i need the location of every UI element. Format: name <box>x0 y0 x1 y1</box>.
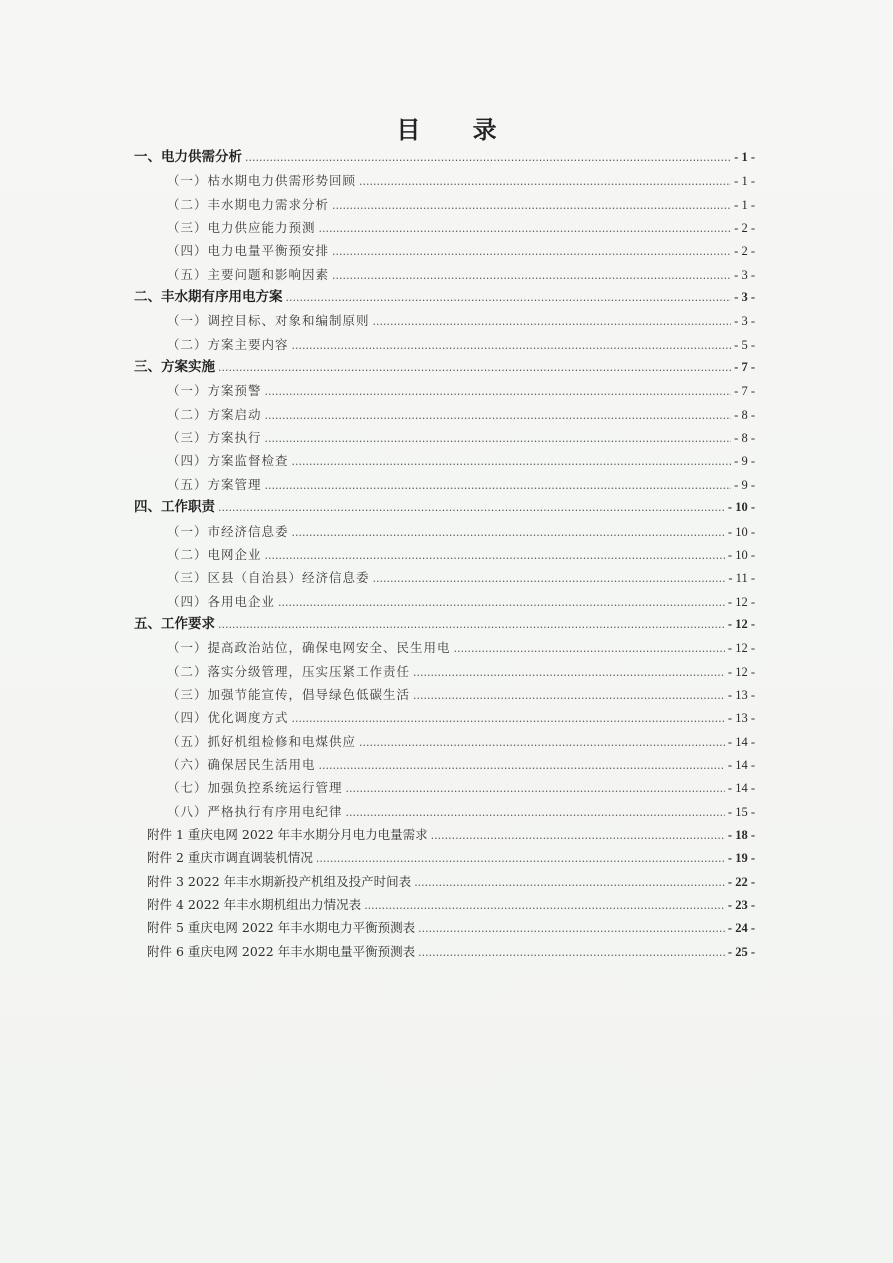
toc-dot-leader <box>359 731 725 754</box>
toc-entry-page-number: - 12 - <box>727 664 755 679</box>
toc-entry-label: 二、丰水期有序用电方案 <box>134 289 283 306</box>
toc-entry-label: 附件 6 重庆电网 2022 年丰水期电量平衡预测表 <box>147 943 416 959</box>
toc-entry-label: （五）抓好机组检修和电煤供应 <box>167 733 357 749</box>
toc-dot-leader <box>364 894 725 917</box>
toc-dot-leader <box>346 801 725 824</box>
toc-entry-page-number: - 12 - <box>727 616 755 631</box>
toc-entry-page-number: - 14 - <box>727 781 755 796</box>
toc-entry-label: 三、方案实施 <box>134 359 215 376</box>
toc-entry-label: （三）区县（自治县）经济信息委 <box>167 570 370 586</box>
toc-entry-page-number: - 9 - <box>734 477 755 492</box>
toc-entry[interactable] <box>0 916 893 939</box>
toc-entry-page-number: - 12 - <box>727 594 755 609</box>
toc-entry[interactable] <box>0 846 893 869</box>
toc-dot-leader <box>359 170 731 193</box>
toc-entry-page-number: - 15 - <box>727 804 755 819</box>
toc-entry-page-number: - 14 - <box>727 734 755 749</box>
toc-entry-label: （一）方案预警 <box>167 383 262 399</box>
toc-entry[interactable] <box>0 823 893 846</box>
toc-entry-label: 附件 1 重庆电网 2022 年丰水期分月电力电量需求 <box>147 826 428 842</box>
toc-dot-leader <box>346 777 725 800</box>
toc-entry[interactable] <box>0 636 893 659</box>
toc-entry-label: （一）提高政治站位，确保电网安全、民生用电 <box>167 640 451 656</box>
toc-entry[interactable] <box>0 520 893 543</box>
toc-entry-label: 附件 2 重庆市调直调装机情况 <box>147 850 313 866</box>
toc-entry[interactable] <box>0 239 893 262</box>
toc-entry[interactable] <box>0 800 893 823</box>
toc-dot-leader <box>413 661 725 684</box>
toc-entry[interactable] <box>0 660 893 683</box>
toc-entry-page-number: - 1 - <box>734 150 755 164</box>
toc-entry-page-number: - 14 - <box>727 757 755 772</box>
toc-entry-page-number: - 3 - <box>734 314 755 329</box>
toc-entry-label: （五）方案管理 <box>167 476 262 492</box>
toc-entry[interactable] <box>0 706 893 729</box>
toc-dot-leader <box>265 380 732 403</box>
toc-entry[interactable] <box>0 496 893 519</box>
toc-dot-leader <box>292 334 732 357</box>
toc-dot-leader <box>292 707 725 730</box>
toc-entry-label: 附件 4 2022 年丰水期机组出力情况表 <box>147 897 362 912</box>
toc-entry[interactable] <box>0 356 893 379</box>
toc-dot-leader <box>292 521 725 544</box>
toc-dot-leader <box>265 544 725 567</box>
toc-dot-leader <box>286 286 732 309</box>
toc-entry-page-number: - 3 - <box>734 267 755 282</box>
toc-dot-leader <box>319 754 725 777</box>
toc-entry[interactable] <box>0 753 893 776</box>
toc-entry-page-number: - 25 - <box>727 944 755 959</box>
toc-entry-page-number: - 11 - <box>728 571 755 586</box>
toc-dot-leader <box>418 917 725 940</box>
toc-entry-page-number: - 10 - <box>727 500 755 515</box>
toc-dot-leader <box>332 264 731 287</box>
toc-entry[interactable] <box>0 730 893 753</box>
toc-dot-leader <box>414 871 725 894</box>
toc-dot-leader <box>245 146 731 169</box>
toc-entry-label: （二）方案主要内容 <box>167 336 289 352</box>
toc-dot-leader <box>332 194 731 217</box>
toc-entry[interactable] <box>0 473 893 496</box>
toc-entry-label: （四）电力电量平衡预安排 <box>167 243 330 259</box>
toc-entry-page-number: - 9 - <box>734 454 755 469</box>
toc-entry-page-number: - 13 - <box>727 711 755 726</box>
toc-entry-label: （六）确保居民生活用电 <box>167 756 316 772</box>
toc-entry[interactable] <box>0 683 893 706</box>
toc-entry-page-number: - 7 - <box>734 384 755 399</box>
toc-entry-page-number: - 12 - <box>727 641 755 656</box>
toc-entry-label: （三）电力供应能力预测 <box>167 220 316 236</box>
toc-dot-leader <box>218 356 731 379</box>
toc-entry-label: （一）市经济信息委 <box>167 523 289 539</box>
toc-dot-leader <box>316 847 725 870</box>
toc-entry[interactable] <box>0 426 893 449</box>
toc-entry-label: （三）方案执行 <box>167 430 262 446</box>
toc-entry-label: 一、电力供需分析 <box>134 149 242 165</box>
toc-dot-leader <box>218 496 725 519</box>
toc-entry-label: （一）调控目标、对象和编制原则 <box>167 313 370 329</box>
toc-dot-leader <box>218 613 725 636</box>
toc-entry-label: （八）严格执行有序用电纪律 <box>167 803 343 819</box>
toc-entry-page-number: - 19 - <box>727 851 755 866</box>
toc-entry-page-number: - 2 - <box>734 221 755 236</box>
toc-title: 目 录 <box>396 115 519 144</box>
toc-entry[interactable] <box>0 870 893 893</box>
toc-entry-label: （三）加强节能宣传，倡导绿色低碳生活 <box>167 686 411 702</box>
toc-entry-label: （七）加强负控系统运行管理 <box>167 780 343 796</box>
toc-entry-page-number: - 18 - <box>727 827 755 842</box>
table-of-contents <box>0 146 893 963</box>
toc-entry-label: （四）方案监督检查 <box>167 453 289 469</box>
toc-entry[interactable] <box>0 193 893 216</box>
toc-entry-label: （四）各用电企业 <box>167 593 276 609</box>
toc-entry-label: 附件 3 2022 年丰水期新投产机组及投产时间表 <box>147 873 412 889</box>
toc-entry[interactable] <box>0 543 893 566</box>
toc-entry[interactable] <box>0 566 893 589</box>
toc-entry[interactable] <box>0 146 893 169</box>
toc-entry-page-number: - 24 - <box>727 921 755 936</box>
toc-entry-page-number: - 5 - <box>734 337 755 352</box>
toc-dot-leader <box>292 450 732 473</box>
toc-dot-leader <box>373 310 732 333</box>
toc-entry-page-number: - 1 - <box>734 197 755 212</box>
toc-entry[interactable] <box>0 286 893 309</box>
toc-entry[interactable] <box>0 333 893 356</box>
toc-entry-label: （二）落实分级管理，压实压紧工作责任 <box>167 663 411 679</box>
toc-entry-page-number: - 1 - <box>734 174 755 189</box>
toc-dot-leader <box>319 217 732 240</box>
toc-entry-page-number: - 10 - <box>727 524 755 539</box>
toc-dot-leader <box>265 404 732 427</box>
toc-entry-label: （五）主要问题和影响因素 <box>167 266 330 282</box>
toc-entry[interactable] <box>0 590 893 613</box>
toc-entry-page-number: - 7 - <box>734 360 755 375</box>
toc-entry[interactable] <box>0 309 893 332</box>
toc-entry-page-number: - 2 - <box>734 244 755 259</box>
toc-entry[interactable] <box>0 403 893 426</box>
toc-dot-leader <box>418 941 725 964</box>
toc-dot-leader <box>332 240 731 263</box>
toc-entry-label: 附件 5 重庆电网 2022 年丰水期电力平衡预测表 <box>147 920 416 936</box>
toc-entry[interactable] <box>0 263 893 286</box>
toc-entry-label: （一）枯水期电力供需形势回顾 <box>167 173 357 189</box>
toc-entry[interactable] <box>0 613 893 636</box>
toc-entry-page-number: - 8 - <box>734 407 755 422</box>
toc-entry-page-number: - 13 - <box>727 687 755 702</box>
toc-entry[interactable] <box>0 776 893 799</box>
toc-entry[interactable] <box>0 169 893 192</box>
toc-entry-label: 四、工作职责 <box>134 499 215 516</box>
toc-entry-page-number: - 3 - <box>734 290 755 305</box>
toc-entry-page-number: - 23 - <box>727 898 755 912</box>
toc-dot-leader <box>431 824 725 847</box>
toc-entry-page-number: - 22 - <box>727 874 755 889</box>
toc-dot-leader <box>265 427 732 450</box>
toc-entry-label: （二）电网企业 <box>167 546 262 562</box>
toc-entry-label: 五、工作要求 <box>134 615 215 632</box>
toc-entry-label: （二）方案启动 <box>167 406 262 422</box>
toc-entry-label: （四）优化调度方式 <box>167 710 289 726</box>
toc-dot-leader <box>278 591 725 614</box>
toc-dot-leader <box>413 684 725 707</box>
toc-entry[interactable] <box>0 893 893 916</box>
toc-dot-leader <box>454 637 725 660</box>
toc-entry[interactable] <box>0 379 893 402</box>
toc-dot-leader <box>373 567 726 590</box>
toc-entry-label: （二）丰水期电力需求分析 <box>167 196 330 212</box>
toc-entry-page-number: - 8 - <box>734 431 755 446</box>
toc-entry[interactable] <box>0 449 893 472</box>
toc-entry-page-number: - 10 - <box>727 547 755 562</box>
toc-entry[interactable] <box>0 216 893 239</box>
toc-entry[interactable] <box>0 940 893 963</box>
toc-dot-leader <box>265 474 732 497</box>
